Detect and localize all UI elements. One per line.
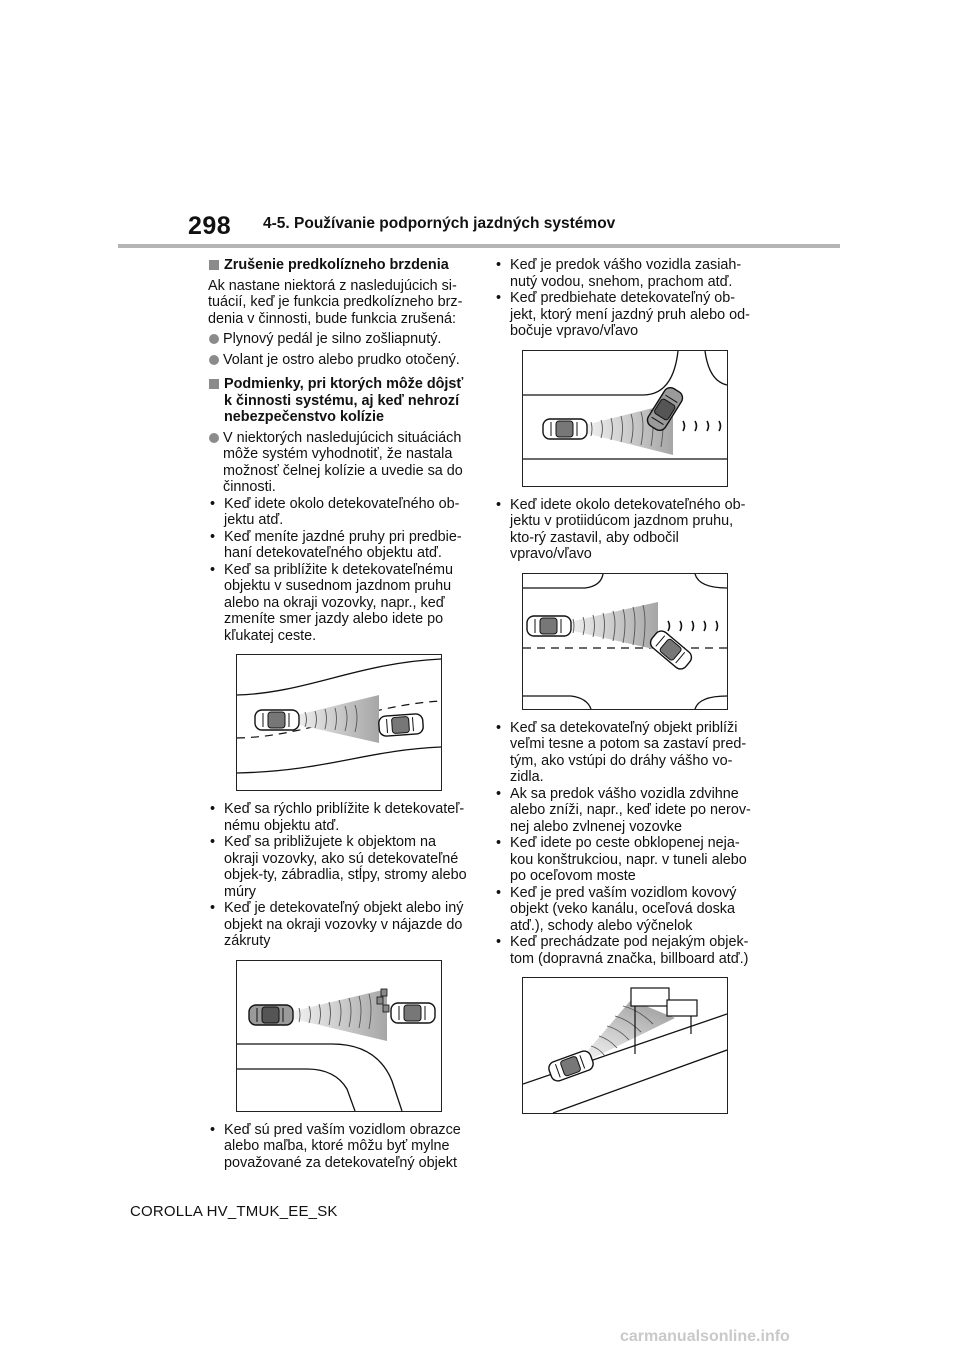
circle-bullet-icon: [209, 334, 219, 344]
illustration-curve-entry: [236, 960, 442, 1112]
list-item: • Keď sa rýchlo priblížite k detekovateľ-nému objektu atď.: [210, 801, 465, 834]
square-bullet-icon: [209, 260, 219, 270]
section-text: Ak nastane niektorá z nasledujúcich si-tuácií, keď je funkcia predkolízneho brz-denia v činnosti, bude funkcia zrušená:: [208, 277, 463, 327]
circle-item: Plynový pedál je silno zošliapnutý.: [208, 331, 470, 348]
list-item: • Keď sa detekovateľný objekt priblíži veľmi tesne a potom sa zastaví pred-tým, ako vstúpi do dráhy vášho vo-zidla.: [496, 719, 747, 785]
list-item: • Keď idete okolo detekovateľného ob-jektu atď.: [210, 495, 460, 528]
list-item: • Keď idete okolo detekovateľného ob-jektu v protiidúcom jazdnom pruhu, kto-rý zastavil, aby odbočil vpravo/vľavo: [496, 496, 746, 562]
right-column: [494, 257, 756, 1124]
section-title-brake-cancel: Zrušenie predkolízneho brzdenia: [208, 257, 470, 274]
list-item: • Ak sa predok vášho vozidla zdvihne alebo zníži, napr., keď idete po nerov-nej alebo zvlnenej vozovke: [496, 785, 751, 835]
circle-bullet-icon: [209, 355, 219, 365]
square-bullet-icon: [209, 379, 219, 389]
list-item: • Keď sa priblížite k detekovateľnému objektu v susednom jazdnom pruhu alebo na okraji vozovky, napr., keď zmeníte smer jazdy alebo idete po kľukatej ceste.: [210, 561, 454, 644]
list-item: • Keď je pred vaším vozidlom kovový objekt (veko kanálu, oceľová doska atď.), schody alebo výčnelok: [496, 884, 737, 934]
list-item: • Keď sa približujete k objektom na okraji vozovky, ako sú detekovateľné objek-ty, zábradlia, stĺpy, stromy alebo múry: [210, 834, 467, 900]
list-item: • Keď prechádzate pod nejakým objek-tom (dopravná značka, billboard atď.): [496, 934, 749, 967]
list-item: • Keď je predok vášho vozidla zasiah-nutý vodou, snehom, prachom atď.: [496, 257, 742, 290]
page-header: [0, 0, 960, 250]
page-number: 298: [188, 212, 232, 240]
chapter-title: 4-5. Používanie podporných jazdných systémov: [263, 215, 616, 232]
header-rule: [118, 244, 840, 248]
illustration-turning-vehicle: [522, 350, 728, 487]
circle-item: Volant je ostro alebo prudko otočený.: [208, 352, 470, 369]
illustration-curved-road: [236, 654, 442, 791]
list-item: • Keď sú pred vaším vozidlom obrazce alebo maľba, ktoré môžu byť mylne považované za detekovateľný objekt: [210, 1121, 461, 1171]
list-item: • Keď predbiehate detekovateľný ob-jekt, ktorý mení jazdný pruh alebo od-bočuje vpravo/vľavo: [496, 290, 750, 339]
section-title-false-activation: Podmienky, pri ktorých môže dôjsť k činnosti systému, aj keď nehrozí nebezpečenstvo kolízie: [208, 376, 470, 426]
list-item: • Keď je detekovateľný objekt alebo iný objekt na okraji vozovky v nájazde do zákruty: [210, 900, 464, 949]
document-code: COROLLA HV_TMUK_EE_SK: [130, 1203, 338, 1220]
list-item: • Keď idete po ceste obklopenej neja-kou konštrukciou, napr. v tuneli alebo po oceľovom moste: [496, 835, 747, 884]
left-column: [208, 257, 470, 1171]
watermark: carmanualsonline.info: [620, 1328, 790, 1345]
illustration-oncoming-turn: [522, 573, 728, 710]
circle-item: V niektorých nasledujúcich situáciách môže systém vyhodnotiť, že nastala možnosť čelnej kolízie a uvedie sa do činnosti.: [208, 430, 470, 496]
illustration-overhead-sign: [522, 977, 728, 1114]
circle-bullet-icon: [209, 433, 219, 443]
list-item: • Keď meníte jazdné pruhy pri predbie-haní detekovateľného objektu atď.: [210, 528, 462, 561]
